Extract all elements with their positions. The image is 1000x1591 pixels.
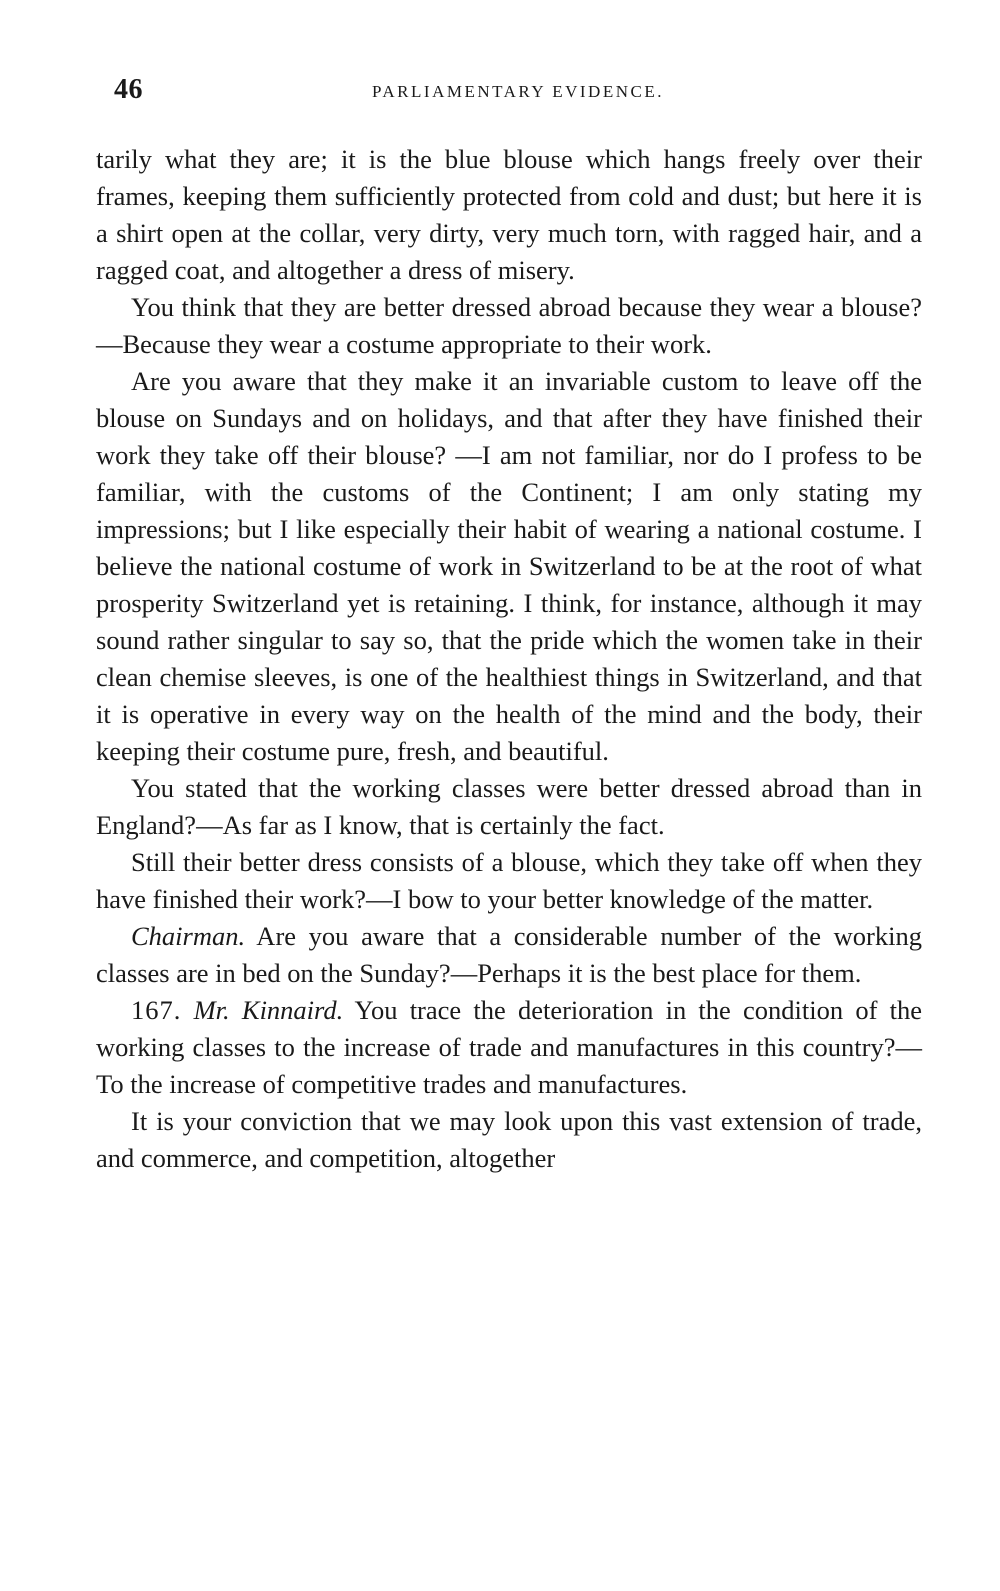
paragraph-text: Are you aware that a considerable number of the working classes are in bed on the Sunday?—Perhaps it is the best place for them.: [96, 921, 922, 988]
paragraph-2: [96, 289, 922, 363]
paragraph-text: You stated that the working classes were better dressed abroad than in England?—As far as I know, that is certainly the fact.: [96, 773, 922, 840]
paragraph-text: Still their better dress consists of a blouse, which they take off when they have finished their work?—I bow to your better knowledge of the matter.: [96, 847, 922, 914]
paragraph-text: It is your conviction that we may look upon this vast extension of trade, and commerce, and competition, altogether: [96, 1106, 922, 1173]
running-head: PARLIAMENTARY EVIDENCE.: [372, 82, 664, 101]
paragraph-1: [96, 141, 922, 289]
body-text: [96, 141, 922, 1177]
speaker-name: Mr. Kinnaird.: [193, 995, 344, 1025]
paragraph-text: You trace the deterioration in the condition of the working classes to the increase of trade and manufactures in this country?—To the increase of competitive trades and manufactures.: [96, 995, 922, 1099]
paragraph-4: [96, 770, 922, 844]
page-header: [96, 70, 920, 110]
paragraph-text: tarily what they are; it is the blue blouse which hangs freely over their frames, keeping them sufficiently protected from cold and dust; but here it is a shirt open at the collar, very dirty, very much torn, with ragged hair, and a ragged coat, and altogether a dress of misery.: [96, 144, 922, 285]
paragraph-5: [96, 844, 922, 918]
paragraph-text: You think that they are better dressed abroad because they wear a blouse?—Because they wear a costume appropriate to their work.: [96, 292, 922, 359]
paragraph-text: Are you aware that they make it an invariable custom to leave off the blouse on Sundays and on holidays, and that after they have finished their work they take off their blouse? —I am not familiar, nor do I profess to be familiar, with the customs of the Continent; I am only stating my impressions; but I like especially their habit of wearing a national costume. I believe the national costume of work in Switzerland to be at the root of what prosperity Switzerland yet is retaining. I think, for instance, although it may sound rather singular to say so, that the pride which the women take in their clean chemise sleeves, is one of the healthiest things in Switzerland, and that it is operative in every way on the health of the mind and the body, their keeping their costume pure, fresh, and beautiful.: [96, 366, 922, 766]
question-number: 167.: [131, 995, 182, 1025]
paragraph-8: [96, 1103, 922, 1177]
page-number: 46: [114, 74, 143, 105]
paragraph-3: [96, 363, 922, 770]
paragraph-6: [96, 918, 922, 992]
speaker-name: Chairman.: [131, 921, 246, 951]
paragraph-7: [96, 992, 922, 1103]
